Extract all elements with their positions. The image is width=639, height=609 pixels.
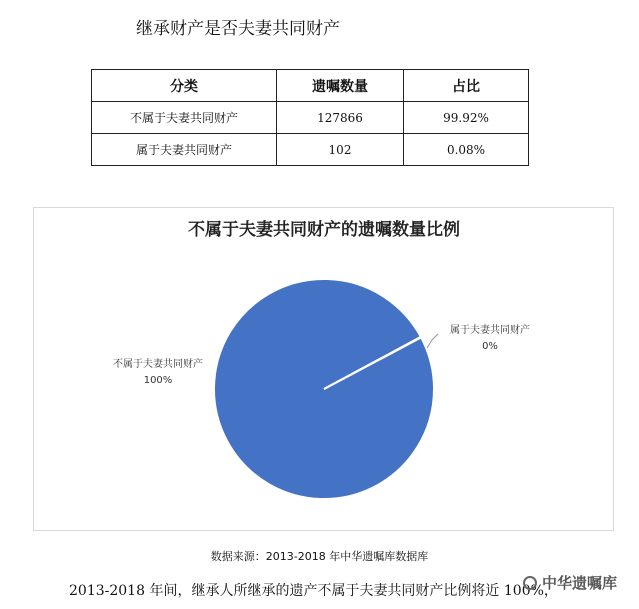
table-header-row xyxy=(92,70,529,102)
watermark xyxy=(523,572,617,593)
cell-category: 属于夫妻共同财产 xyxy=(92,134,277,166)
cell-count: 102 xyxy=(277,134,404,166)
slice-label: 不属于夫妻共同财产 xyxy=(113,359,203,370)
slice-label: 属于夫妻共同财产 xyxy=(450,325,530,336)
table-row xyxy=(92,134,529,166)
chart-title: 不属于夫妻共同财产的遗嘱数量比例 xyxy=(188,220,460,240)
watermark-text: 中华遗嘱库 xyxy=(542,574,618,592)
body-caption: 2013-2018 年间，继承人所继承的遗产不属于夫妻共同财产比例将近 100%， xyxy=(69,583,558,599)
wechat-icon xyxy=(523,576,537,590)
cell-percent: 0.08% xyxy=(404,134,529,166)
header-category: 分类 xyxy=(92,70,277,102)
table-row xyxy=(92,102,529,134)
pie-chart xyxy=(33,207,614,531)
slice-percent-label: 0% xyxy=(482,341,498,352)
table-heading: 继承财产是否夫妻共同财产 xyxy=(136,19,340,39)
data-table xyxy=(91,69,529,166)
slice-percent-label: 100% xyxy=(143,375,173,386)
leader-line xyxy=(427,334,438,348)
pie-chart-svg xyxy=(34,208,615,532)
cell-percent: 99.92% xyxy=(404,102,529,134)
cell-count: 127866 xyxy=(277,102,404,134)
data-source-note: 数据来源：2013-2018 年中华遗嘱库数据库 xyxy=(210,550,429,563)
cell-category: 不属于夫妻共同财产 xyxy=(92,102,277,134)
header-percent: 占比 xyxy=(404,70,529,102)
header-count: 遗嘱数量 xyxy=(277,70,404,102)
